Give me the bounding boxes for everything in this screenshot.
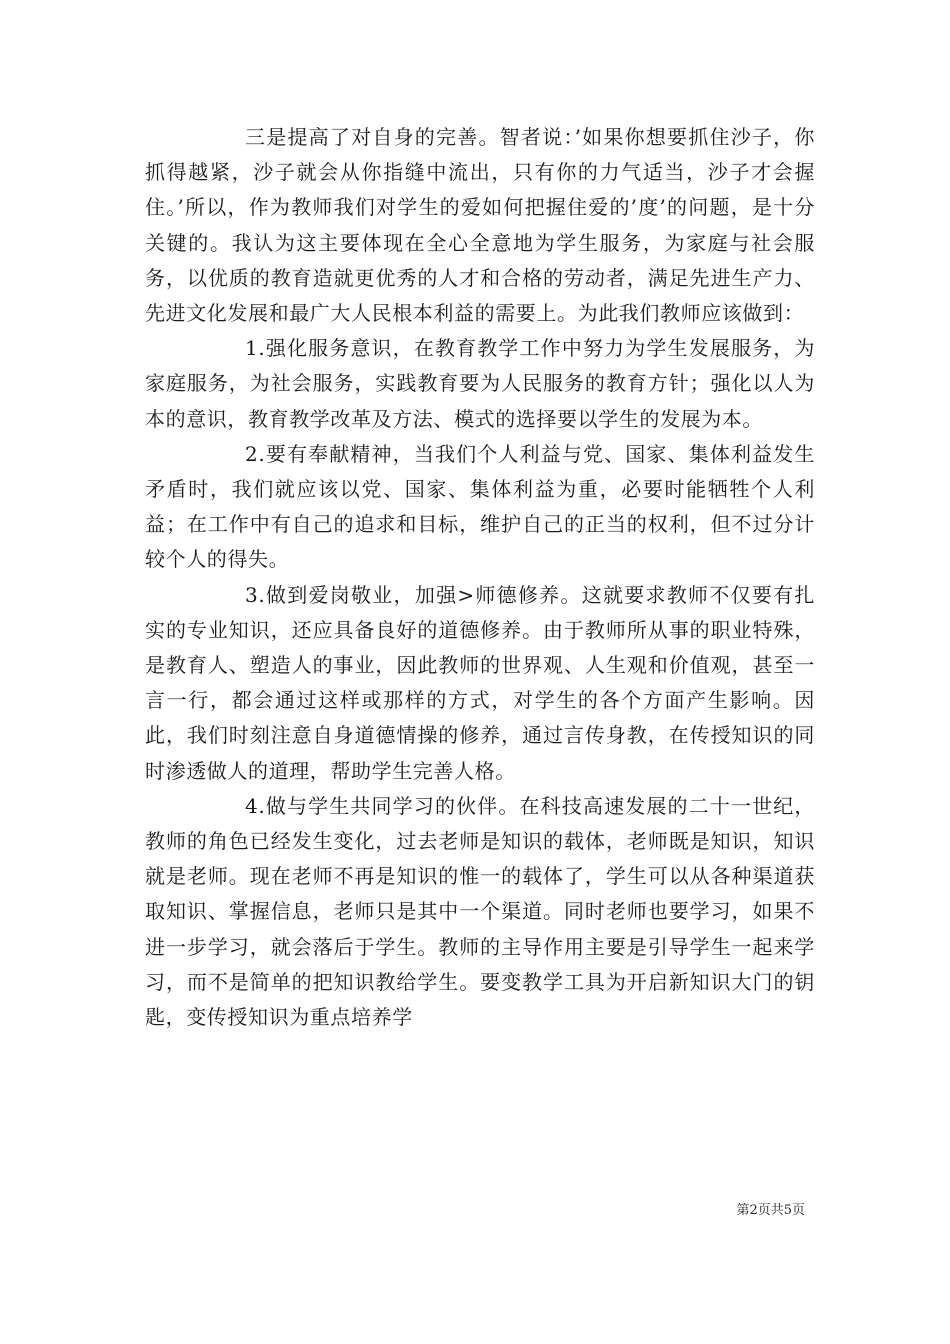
paragraph-item-3: 3.做到爱岗敬业，加强>师德修养。这就要求教师不仅要有扎实的专业知识，还应具备良好的道德修养。由于教师所从事的职业特殊，是教育人、塑造人的事业，因此教师的世界观、人生观和价值观，甚至一言一行，都会通过这样或那样的方式，对学生的各个方面产生影响。因此，我们时刻注意自身道德情操的修养，通过言传身教，在传授知识的同时渗透做人的道理，帮助学生完善人格。 [145, 582, 815, 783]
paragraph-item-4: 4.做与学生共同学习的伙伴。在科技高速发展的二十一世纪，教师的角色已经发生变化，过去老师是知识的载体，老师既是知识，知识就是老师。现在老师不再是知识的惟一的载体了，学生可以从各种渠道获取知识、掌握信息，老师只是其中一个渠道。同时老师也要学习，如果不进一步学习，就会落后于学生。教师的主导作用主要是引导学生一起来学习，而不是简单的把知识教给学生。要变教学工具为开启新知识大门的钥匙，变传授知识为重点培养学 [145, 793, 815, 1030]
document-body [145, 120, 815, 1035]
paragraph-item-2: 2.要有奉献精神，当我们个人利益与党、国家、集体利益发生矛盾时，我们就应该以党、国家、集体利益为重，必要时能牺牲个人利益；在工作中有自己的追求和目标，维护自己的正当的权利，但不过分计较个人的得失。 [145, 441, 815, 572]
page-number-footer: 第2页共5页 [736, 1203, 805, 1218]
paragraph-item-1: 1.强化服务意识，在教育教学工作中努力为学生发展服务，为家庭服务，为社会服务，实践教育要为人民服务的教育方针；强化以人为本的意识，教育教学改革及方法、模式的选择要以学生的发展为本。 [145, 336, 815, 431]
paragraph-intro: 三是提高了对自身的完善。智者说：’如果你想要抓住沙子，你抓得越紧，沙子就会从你指缝中流出，只有你的力气适当，沙子才会握住。’所以，作为教师我们对学生的爱如何把握住爱的’度’的问题，是十分关键的。我认为这主要体现在全心全意地为学生服务，为家庭与社会服务，以优质的教育造就更优秀的人才和合格的劳动者，满足先进生产力、先进文化发展和最广大人民根本利益的需要上。为此我们教师应该做到： [145, 125, 815, 326]
